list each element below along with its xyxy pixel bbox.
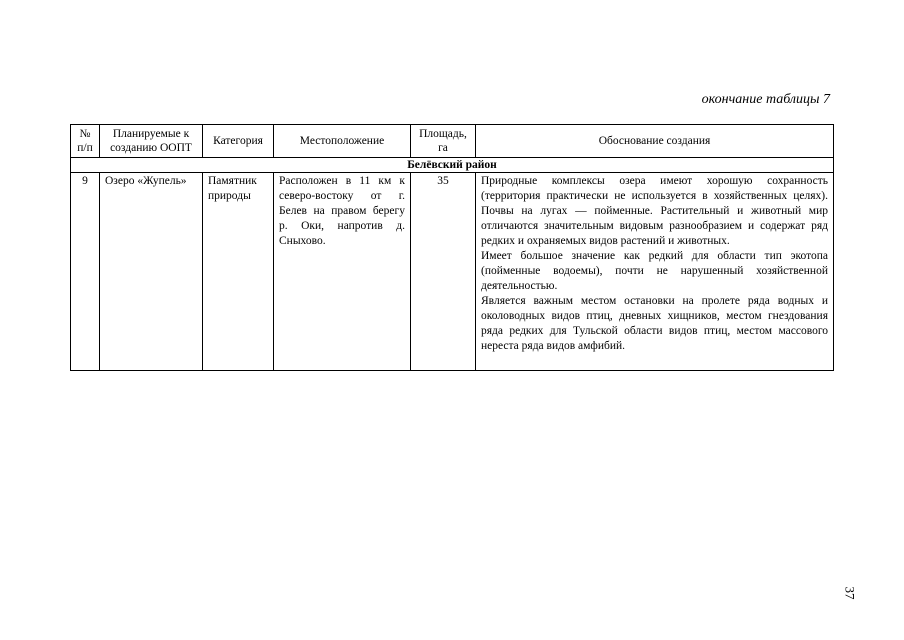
row-location: Расположен в 11 км к северо-востоку от г. Белев на правом берегу р. Оки, напротив д. Сныхово. — [274, 173, 411, 371]
group-title: Белёвский район — [71, 158, 834, 173]
header-planned-area: Планируемые к созданию ООПТ — [100, 125, 203, 158]
row-justification — [476, 173, 834, 371]
row-name: Озеро «Жупель» — [100, 173, 203, 371]
page-number: 37 — [842, 586, 858, 600]
table-header-row — [71, 125, 834, 158]
justification-paragraph: Имеет большое значение как редкий для области тип экотопа (пойменные водоемы), почти не нарушенный хозяйственной деятельностью. — [481, 250, 828, 292]
row-area: 35 — [411, 173, 476, 371]
header-number: № п/п — [71, 125, 100, 158]
table-continuation-caption: окончание таблицы 7 — [701, 92, 830, 107]
table-row — [71, 173, 834, 371]
justification-paragraph: Является важным местом остановки на пролете ряда водных и околоводных видов птиц, дневных хищников, местом гнездования ряда редких для Тульской области видов птиц, местом массового нереста ряда видов амфибий. — [481, 295, 828, 352]
justification-paragraph: Природные комплексы озера имеют хорошую сохранность (территория практически не используется в хозяйственных целях). Почвы на лугах — пойменные. Растительный и животный мир отличаются значительным видовым разнообразием и содержат ряд редких и охраняемых видов растений и животных. — [481, 175, 828, 247]
header-location: Местоположение — [274, 125, 411, 158]
header-area: Площадь, га — [411, 125, 476, 158]
header-category: Категория — [203, 125, 274, 158]
row-number: 9 — [71, 173, 100, 371]
header-justification: Обоснование создания — [476, 125, 834, 158]
row-category: Памятник природы — [203, 173, 274, 371]
protected-areas-table — [70, 124, 834, 371]
group-row — [71, 158, 834, 173]
